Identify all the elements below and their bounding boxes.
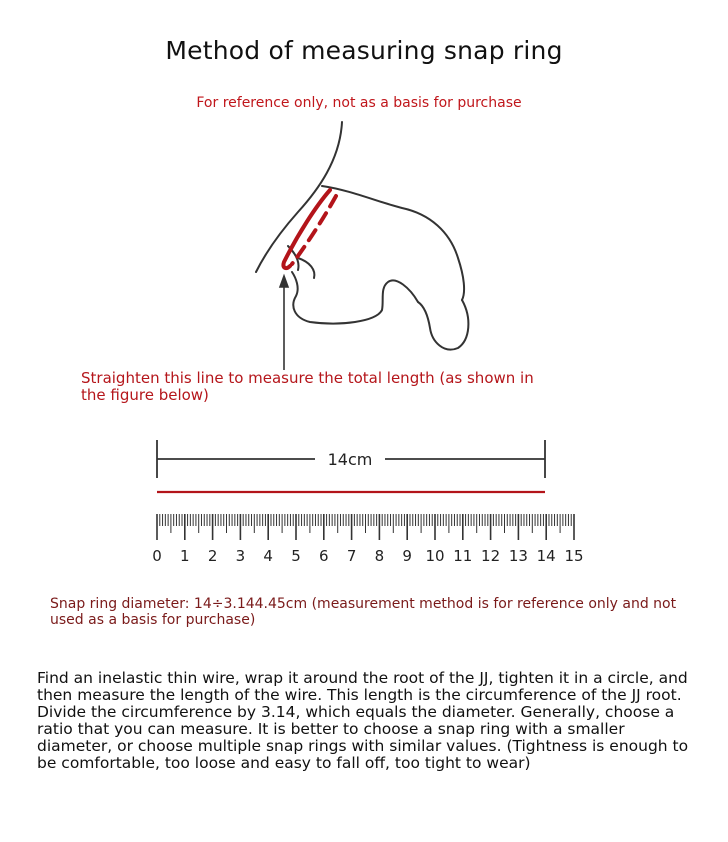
- ruler-tick-label: 12: [481, 547, 501, 565]
- ruler-tick-label: 11: [453, 547, 473, 565]
- ruler-tick-label: 15: [564, 547, 584, 565]
- scrotum-outline: [292, 272, 418, 324]
- ruler-tick-label: 4: [263, 547, 273, 565]
- shaft-outline: [322, 186, 464, 300]
- ruler-tick-label: 9: [402, 547, 412, 565]
- length-label: 14cm: [327, 450, 373, 469]
- pointer-arrow: [280, 276, 288, 370]
- diameter-note: Snap ring diameter: 14÷3.144.45cm (measurement method is for reference only and not used as a basis for purchase): [50, 596, 677, 628]
- base-fold-2: [298, 258, 314, 278]
- ruler-tick-label: 2: [207, 547, 218, 565]
- ruler-tick-label: 5: [291, 547, 301, 565]
- belly-line: [256, 122, 342, 272]
- ruler-tick-label: 8: [374, 547, 385, 565]
- reference-note: For reference only, not as a basis for purchase: [196, 95, 522, 111]
- ruler-tick-labels: [152, 547, 583, 565]
- measuring-ring: [283, 190, 336, 268]
- ruler-tick-label: 3: [235, 547, 246, 565]
- instructions-text: Find an inelastic thin wire, wrap it around the root of the JJ, tighten it in a circle, and then measure the length of the wire. This length is the circumference of the JJ root. Divide the circumference by 3.14, which equals the diameter. Generally, choose a ratio that you can measure. It is better to choose a snap ring with a smaller diameter, or choose multiple snap rings with similar values. (Tightness is enough to be comfortable, too loose and easy to fall off, too tight to wear): [37, 669, 689, 772]
- ruler-tick-label: 0: [152, 547, 162, 565]
- ruler-tick-label: 6: [319, 547, 329, 565]
- ruler: [157, 514, 574, 540]
- ruler-tick-label: 1: [180, 547, 190, 565]
- ring-dashed: [292, 196, 336, 264]
- glans-outline: [418, 300, 468, 350]
- straighten-note: Straighten this line to measure the total length (as shown in the figure below): [81, 369, 534, 404]
- ruler-tick-label: 13: [508, 547, 528, 565]
- body-outline: [256, 122, 468, 350]
- ruler-tick-label: 10: [425, 547, 445, 565]
- ruler-tick-label: 7: [346, 547, 357, 565]
- page-title: Method of measuring snap ring: [165, 36, 563, 65]
- ruler-tick-label: 14: [536, 547, 556, 565]
